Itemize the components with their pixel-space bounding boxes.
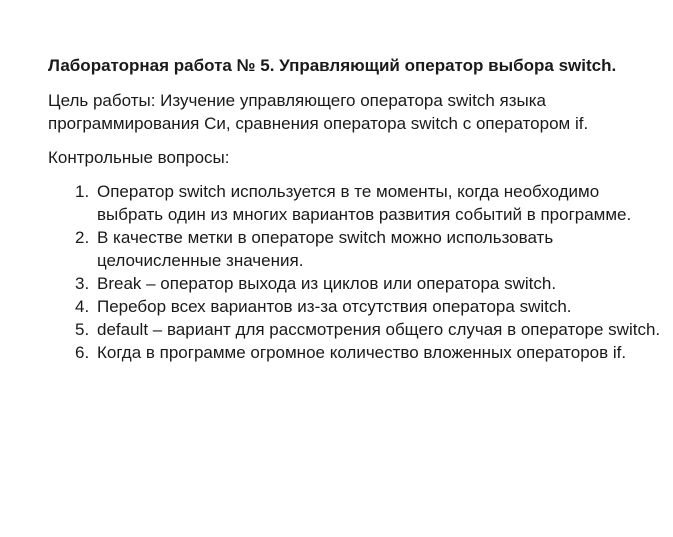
- page-title: Лабораторная работа № 5. Управляющий оператор выбора switch.: [48, 56, 617, 75]
- list-item-text: Когда в программе огромное количество вложенных операторов if.: [97, 343, 627, 362]
- list-item-text: Оператор switch используется в те моменты, когда необходимо выбрать один из многих вариантов развития событий в программе.: [97, 182, 632, 224]
- list-item-number: 2.: [75, 228, 90, 247]
- list-item-number: 4.: [75, 297, 90, 316]
- list-item-text: В качестве метки в операторе switch можно использовать целочисленные значения.: [97, 228, 554, 270]
- questions-heading: Контрольные вопросы:: [48, 148, 230, 167]
- list-item-number: 3.: [75, 274, 90, 293]
- document-page: [48, 54, 668, 364]
- list-item-text: Break – оператор выхода из циклов или оператора switch.: [97, 274, 557, 293]
- list-item: [48, 318, 668, 341]
- list-item: [48, 272, 668, 295]
- list-item: [48, 226, 668, 272]
- list-item-text: Перебор всех вариантов из-за отсутствия оператора switch.: [97, 297, 572, 316]
- list-item-number: 5.: [75, 320, 90, 339]
- goal-paragraph: Цель работы: Изучение управляющего оператора switch языка программирования Си, сравнения оператора switch с оператором if.: [48, 91, 589, 133]
- list-item-text: default – вариант для рассмотрения общего случая в операторе switch.: [97, 320, 661, 339]
- questions-list: [48, 180, 668, 364]
- list-item: [48, 295, 668, 318]
- list-item: [48, 180, 668, 226]
- list-item-number: 6.: [75, 343, 90, 362]
- list-item: [48, 341, 668, 364]
- list-item-number: 1.: [75, 182, 90, 201]
